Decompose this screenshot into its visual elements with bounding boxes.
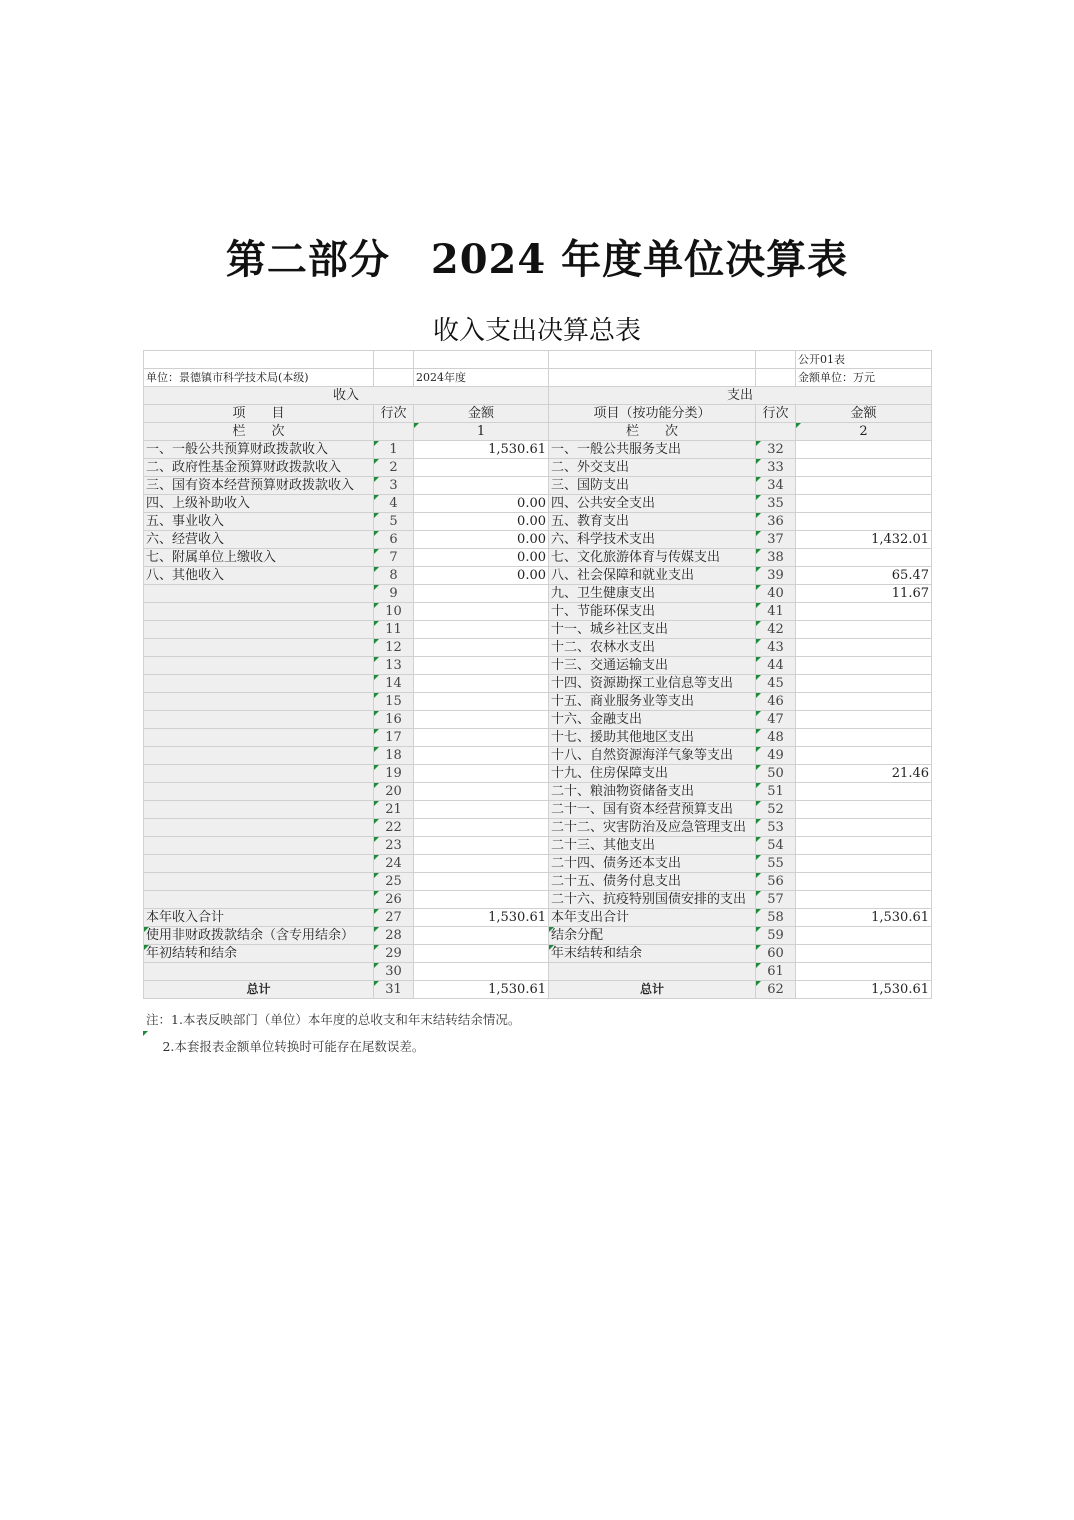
table-row [144, 495, 932, 513]
income-item-label: 五、事业收入 [144, 513, 374, 531]
form-code: 公开01表 [796, 351, 932, 369]
income-amount [414, 783, 549, 801]
expense-line-no: 61 [756, 963, 796, 981]
income-item-label: 六、经营收入 [144, 531, 374, 549]
income-amount [414, 747, 549, 765]
expense-line-no: 43 [756, 639, 796, 657]
table-row [144, 477, 932, 495]
income-item-label [144, 657, 374, 675]
expense-section-header: 支出 [549, 387, 932, 405]
expense-item-label: 十四、资源勘探工业信息等支出 [549, 675, 756, 693]
table-row [144, 531, 932, 549]
expense-amount [796, 945, 932, 963]
income-line-header: 行次 [374, 405, 414, 423]
expense-line-no: 48 [756, 729, 796, 747]
income-item-label [144, 675, 374, 693]
income-line-no: 22 [374, 819, 414, 837]
income-amount [414, 459, 549, 477]
table-row [144, 567, 932, 585]
section-header-row [144, 387, 932, 405]
expense-line-no: 34 [756, 477, 796, 495]
income-line-no: 14 [374, 675, 414, 693]
income-item-label: 七、附属单位上缴收入 [144, 549, 374, 567]
income-line-no: 10 [374, 603, 414, 621]
year-label: 2024年度 [414, 369, 549, 387]
expense-item-label: 本年支出合计 [549, 909, 756, 927]
expense-item-label: 二十四、债务还本支出 [549, 855, 756, 873]
table-row [144, 801, 932, 819]
expense-item-label: 二十二、灾害防治及应急管理支出 [549, 819, 756, 837]
expense-line-no: 45 [756, 675, 796, 693]
income-amount [414, 963, 549, 981]
expense-amount: 11.67 [796, 585, 932, 603]
income-item-label [144, 765, 374, 783]
income-item-label [144, 603, 374, 621]
expense-amount [796, 855, 932, 873]
income-amount [414, 801, 549, 819]
note-1: 注：1.本表反映部门（单位）本年度的总收支和年末结转结余情况。 [146, 1012, 521, 1027]
expense-line-no: 59 [756, 927, 796, 945]
income-item-label: 年初结转和结余 [144, 945, 374, 963]
expense-line-no: 32 [756, 441, 796, 459]
expense-item-label [549, 963, 756, 981]
expense-line-no: 42 [756, 621, 796, 639]
expense-amount [796, 495, 932, 513]
table-row [144, 621, 932, 639]
income-item-label: 四、上级补助收入 [144, 495, 374, 513]
expense-item-label: 三、国防支出 [549, 477, 756, 495]
income-line-no: 6 [374, 531, 414, 549]
expense-amount [796, 927, 932, 945]
income-amount: 1,530.61 [414, 909, 549, 927]
expense-amount: 1,530.61 [796, 909, 932, 927]
expense-line-no: 37 [756, 531, 796, 549]
income-section-header: 收入 [144, 387, 549, 405]
income-amount [414, 765, 549, 783]
income-amount: 0.00 [414, 531, 549, 549]
expense-amount [796, 963, 932, 981]
income-item-label [144, 873, 374, 891]
meta-row-1 [144, 351, 932, 369]
expense-amount [796, 693, 932, 711]
expense-amount [796, 819, 932, 837]
expense-item-label: 十七、援助其他地区支出 [549, 729, 756, 747]
expense-amount [796, 711, 932, 729]
income-item-label [144, 891, 374, 909]
expense-amount [796, 639, 932, 657]
expense-line-no: 60 [756, 945, 796, 963]
expense-amount [796, 675, 932, 693]
income-expense-table [143, 350, 932, 999]
income-item-label [144, 693, 374, 711]
expense-amount: 1,432.01 [796, 531, 932, 549]
table-row [144, 711, 932, 729]
income-total-amount: 1,530.61 [414, 981, 549, 999]
expense-item-label: 十九、住房保障支出 [549, 765, 756, 783]
table-row [144, 603, 932, 621]
expense-line-header: 行次 [756, 405, 796, 423]
income-line-no: 2 [374, 459, 414, 477]
expense-item-label: 二、外交支出 [549, 459, 756, 477]
table-row [144, 747, 932, 765]
income-line-no: 16 [374, 711, 414, 729]
income-line-no: 15 [374, 693, 414, 711]
expense-line-no: 56 [756, 873, 796, 891]
income-amount [414, 675, 549, 693]
column-header-row [144, 405, 932, 423]
income-item-label: 使用非财政拨款结余（含专用结余） [144, 927, 374, 945]
income-item-label [144, 819, 374, 837]
income-amount [414, 639, 549, 657]
table-row [144, 585, 932, 603]
income-total-line-no: 31 [374, 981, 414, 999]
expense-item-label: 十六、金融支出 [549, 711, 756, 729]
income-amount [414, 945, 549, 963]
income-line-no: 24 [374, 855, 414, 873]
income-item-label: 一、一般公共预算财政拨款收入 [144, 441, 374, 459]
expense-item-label: 二十六、抗疫特别国债安排的支出 [549, 891, 756, 909]
expense-line-no: 40 [756, 585, 796, 603]
income-amount: 0.00 [414, 567, 549, 585]
income-item-label: 本年收入合计 [144, 909, 374, 927]
column-1: 1 [414, 423, 549, 441]
income-item-label: 三、国有资本经营预算财政拨款收入 [144, 477, 374, 495]
table-row [144, 657, 932, 675]
income-amount [414, 477, 549, 495]
income-line-no: 5 [374, 513, 414, 531]
expense-amount [796, 441, 932, 459]
expense-total-label: 总计 [549, 981, 756, 999]
expense-line-no: 54 [756, 837, 796, 855]
table-row [144, 729, 932, 747]
income-line-no: 17 [374, 729, 414, 747]
income-amount [414, 819, 549, 837]
income-amount-header: 金额 [414, 405, 549, 423]
expense-amount [796, 513, 932, 531]
expense-amount [796, 837, 932, 855]
expense-amount-header: 金额 [796, 405, 932, 423]
expense-amount [796, 891, 932, 909]
expense-amount: 21.46 [796, 765, 932, 783]
income-amount [414, 891, 549, 909]
expense-line-no: 41 [756, 603, 796, 621]
expense-line-no: 51 [756, 783, 796, 801]
expense-item-label: 一、一般公共服务支出 [549, 441, 756, 459]
expense-item-label: 二十三、其他支出 [549, 837, 756, 855]
note-2: 2.本套报表金额单位转换时可能存在尾数误差。 [146, 1039, 425, 1054]
table-row [144, 783, 932, 801]
expense-line-no: 36 [756, 513, 796, 531]
table-row [144, 819, 932, 837]
expense-item-label: 年末结转和结余 [549, 945, 756, 963]
income-amount [414, 621, 549, 639]
income-line-no: 4 [374, 495, 414, 513]
income-amount: 0.00 [414, 513, 549, 531]
expense-total-amount: 1,530.61 [796, 981, 932, 999]
income-item-label: 二、政府性基金预算财政拨款收入 [144, 459, 374, 477]
expense-item-label: 七、文化旅游体育与传媒支出 [549, 549, 756, 567]
table-row [144, 945, 932, 963]
table-row [144, 693, 932, 711]
income-line-no: 8 [374, 567, 414, 585]
table-row [144, 891, 932, 909]
expense-amount [796, 459, 932, 477]
expense-item-header: 项目（按功能分类） [549, 405, 756, 423]
expense-line-no: 58 [756, 909, 796, 927]
expense-item-label: 四、公共安全支出 [549, 495, 756, 513]
expense-item-label: 十二、农林水支出 [549, 639, 756, 657]
income-item-label [144, 639, 374, 657]
income-line-no: 28 [374, 927, 414, 945]
expense-item-label: 十、节能环保支出 [549, 603, 756, 621]
income-line-no: 19 [374, 765, 414, 783]
income-amount [414, 603, 549, 621]
income-line-no: 23 [374, 837, 414, 855]
table-row [144, 441, 932, 459]
income-amount: 0.00 [414, 549, 549, 567]
expense-amount: 65.47 [796, 567, 932, 585]
expense-item-label: 八、社会保障和就业支出 [549, 567, 756, 585]
table-row [144, 459, 932, 477]
unit-label: 单位：景德镇市科学技术局(本级) [144, 369, 374, 387]
expense-item-label: 二十五、债务付息支出 [549, 873, 756, 891]
expense-item-label: 结余分配 [549, 927, 756, 945]
income-amount [414, 711, 549, 729]
table-row [144, 513, 932, 531]
income-line-no: 27 [374, 909, 414, 927]
income-item-label [144, 711, 374, 729]
income-line-no: 12 [374, 639, 414, 657]
income-line-no: 20 [374, 783, 414, 801]
expense-line-no: 46 [756, 693, 796, 711]
expense-amount [796, 477, 932, 495]
expense-line-no: 50 [756, 765, 796, 783]
column-label: 栏 次 [144, 423, 374, 441]
table-row [144, 873, 932, 891]
income-item-label [144, 585, 374, 603]
expense-item-label: 五、教育支出 [549, 513, 756, 531]
income-line-no: 29 [374, 945, 414, 963]
table-row [144, 765, 932, 783]
income-amount: 1,530.61 [414, 441, 549, 459]
income-item-label [144, 963, 374, 981]
expense-item-label: 十一、城乡社区支出 [549, 621, 756, 639]
income-line-no: 3 [374, 477, 414, 495]
income-item-label [144, 747, 374, 765]
expense-line-no: 57 [756, 891, 796, 909]
meta-row-2 [144, 369, 932, 387]
income-line-no: 26 [374, 891, 414, 909]
expense-amount [796, 621, 932, 639]
expense-line-no: 47 [756, 711, 796, 729]
income-amount [414, 693, 549, 711]
expense-line-no: 49 [756, 747, 796, 765]
expense-item-label: 九、卫生健康支出 [549, 585, 756, 603]
table-row [144, 837, 932, 855]
table-row [144, 675, 932, 693]
expense-line-no: 38 [756, 549, 796, 567]
income-line-no: 18 [374, 747, 414, 765]
expense-amount [796, 801, 932, 819]
expense-amount [796, 549, 932, 567]
table-row [144, 963, 932, 981]
page-title: 第二部分 2024 年度单位决算表 [225, 236, 849, 283]
income-item-label: 八、其他收入 [144, 567, 374, 585]
table-row [144, 909, 932, 927]
expense-line-no: 55 [756, 855, 796, 873]
table-title: 收入支出决算总表 [432, 316, 641, 346]
income-item-label [144, 621, 374, 639]
income-amount [414, 927, 549, 945]
income-item-label [144, 801, 374, 819]
income-line-no: 11 [374, 621, 414, 639]
income-item-label [144, 837, 374, 855]
expense-amount [796, 729, 932, 747]
table-row [144, 855, 932, 873]
expense-line-no: 52 [756, 801, 796, 819]
income-amount [414, 657, 549, 675]
total-row [144, 981, 932, 999]
income-line-no: 13 [374, 657, 414, 675]
income-line-no: 30 [374, 963, 414, 981]
expense-amount [796, 783, 932, 801]
column-2: 2 [796, 423, 932, 441]
comment-marker-icon [143, 1031, 148, 1036]
table-row [144, 549, 932, 567]
expense-item-label: 十八、自然资源海洋气象等支出 [549, 747, 756, 765]
expense-item-label: 二十一、国有资本经营预算支出 [549, 801, 756, 819]
income-line-no: 25 [374, 873, 414, 891]
expense-line-no: 35 [756, 495, 796, 513]
income-amount [414, 873, 549, 891]
income-amount [414, 837, 549, 855]
expense-line-no: 39 [756, 567, 796, 585]
table-row [144, 639, 932, 657]
income-item-label [144, 855, 374, 873]
column-label: 栏 次 [549, 423, 756, 441]
income-line-no: 9 [374, 585, 414, 603]
income-item-header: 项 目 [144, 405, 374, 423]
income-total-label: 总计 [144, 981, 374, 999]
expense-item-label: 六、科学技术支出 [549, 531, 756, 549]
income-item-label [144, 783, 374, 801]
column-index-row [144, 423, 932, 441]
expense-amount [796, 747, 932, 765]
table-row [144, 927, 932, 945]
expense-item-label: 十五、商业服务业等支出 [549, 693, 756, 711]
income-line-no: 21 [374, 801, 414, 819]
expense-line-no: 44 [756, 657, 796, 675]
expense-item-label: 十三、交通运输支出 [549, 657, 756, 675]
income-line-no: 7 [374, 549, 414, 567]
income-item-label [144, 729, 374, 747]
expense-total-line-no: 62 [756, 981, 796, 999]
income-amount [414, 855, 549, 873]
income-amount: 0.00 [414, 495, 549, 513]
expense-amount [796, 657, 932, 675]
expense-amount [796, 603, 932, 621]
expense-line-no: 33 [756, 459, 796, 477]
income-line-no: 1 [374, 441, 414, 459]
expense-amount [796, 873, 932, 891]
currency-label: 金额单位：万元 [796, 369, 932, 387]
expense-item-label: 二十、粮油物资储备支出 [549, 783, 756, 801]
income-amount [414, 729, 549, 747]
expense-line-no: 53 [756, 819, 796, 837]
income-amount [414, 585, 549, 603]
